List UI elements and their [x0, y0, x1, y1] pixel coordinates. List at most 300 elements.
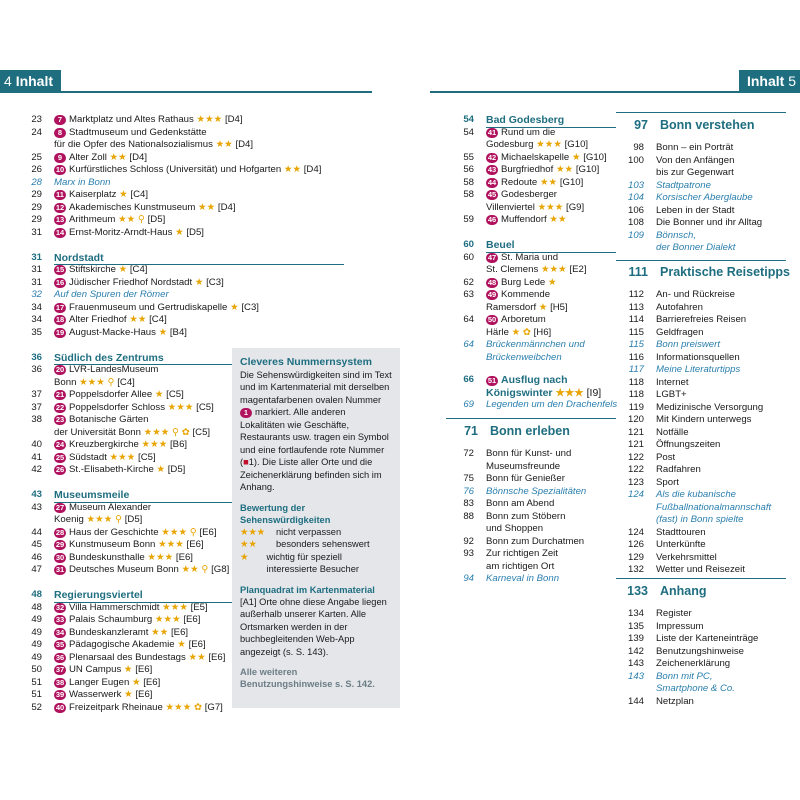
- entry-text: [54, 677, 160, 690]
- entry-title: Kunstmuseum Bonn: [69, 539, 156, 550]
- page-number: 46: [31, 551, 42, 563]
- grid-ref: [E6]: [135, 689, 153, 700]
- entry-text: [54, 302, 259, 315]
- entry-title: Burgfriedhof: [501, 164, 554, 175]
- grid-ref: [E6]: [188, 639, 206, 650]
- toc-entry: [616, 671, 796, 684]
- entry-title: Smartphone & Co.: [656, 683, 735, 694]
- toc-entry: [446, 189, 616, 202]
- section-heading: [14, 252, 344, 265]
- sight-badge: 9: [54, 153, 66, 163]
- toc-entry: [14, 189, 344, 202]
- entry-text: [486, 127, 555, 140]
- entry-text: [656, 452, 675, 465]
- page-number: 23: [31, 114, 42, 125]
- toc-entry: [616, 552, 796, 565]
- section-rule: [616, 112, 786, 113]
- entry-text: [656, 671, 713, 684]
- page-number: 28: [31, 176, 42, 188]
- page-number: 142: [627, 645, 644, 657]
- entry-text: [54, 602, 208, 615]
- rating-stars: ★★: [188, 651, 206, 663]
- entry-text: [656, 477, 679, 490]
- rating-stars: ★★★: [162, 601, 188, 613]
- entry-text: [656, 339, 720, 352]
- entry-title: Godesberger: [501, 189, 557, 200]
- page-number: 120: [627, 414, 644, 425]
- grid-ref: [H5]: [550, 301, 568, 313]
- grid-ref: [C5]: [196, 401, 214, 413]
- rating-stars: ★★★ ⚲: [86, 514, 123, 525]
- page-number: 66: [463, 374, 474, 385]
- entry-title: Plenarsaal des Bundestags: [69, 651, 186, 663]
- entry-title: Kurfürstliches Schloss (Universität) und Hofgarten: [69, 164, 282, 175]
- toc-column-3b: [616, 289, 796, 577]
- page-number: 49: [31, 614, 42, 625]
- toc-entry: [446, 314, 616, 327]
- rating-stars: ★★: [151, 626, 169, 638]
- page-number: 60: [463, 239, 474, 250]
- grid-ref: [E6]: [171, 626, 189, 638]
- toc-entry: [616, 339, 796, 352]
- page-number: 37: [31, 389, 42, 400]
- rating-stars: ★★★: [154, 614, 181, 625]
- page-number: 75: [463, 473, 474, 484]
- entry-text: [656, 552, 717, 565]
- page-number: 47: [31, 564, 42, 575]
- grid-ref: [C4]: [149, 314, 167, 325]
- entry-title: Bonn – ein Porträt: [656, 142, 734, 153]
- entry-text: [54, 227, 204, 240]
- entry-text: [656, 242, 735, 255]
- page-number: 132: [627, 564, 644, 575]
- toc-column-2b: [446, 448, 616, 586]
- toc-entry: [616, 192, 796, 205]
- sight-badge: 46: [487, 215, 497, 224]
- sight-badge: 49: [487, 290, 497, 299]
- entry-text: [486, 239, 515, 252]
- page-number: 48: [31, 589, 42, 600]
- entry-title: Sport: [656, 476, 679, 488]
- page-number: 92: [463, 535, 474, 547]
- toc-entry: [446, 573, 616, 586]
- toc-entry: [446, 486, 616, 499]
- entry-title: der Bonner Dialekt: [656, 242, 736, 253]
- entry-text: [486, 461, 560, 474]
- sight-badge: 43: [487, 165, 497, 174]
- page-number: 49: [31, 651, 42, 663]
- grid-ref: [G10]: [559, 176, 584, 188]
- grid-ref: [G10]: [575, 164, 600, 175]
- page-number: 108: [627, 217, 644, 228]
- toc-entry: [14, 177, 344, 190]
- sight-badge: 13: [55, 215, 65, 224]
- toc-entry: [616, 155, 796, 168]
- page-number: 123: [627, 476, 644, 488]
- entry-title: St. Maria und: [501, 251, 559, 263]
- header-title-right: Inhalt: [746, 73, 785, 89]
- grid-ref: [C3]: [206, 276, 224, 288]
- entry-title: Ramersdorf: [486, 301, 537, 313]
- toc-column-3c: [616, 608, 796, 708]
- rating-row: [240, 526, 392, 539]
- sight-badge: 39: [55, 690, 65, 699]
- entry-title: Langer Eugen: [69, 676, 130, 688]
- entry-text: [54, 402, 214, 415]
- entry-text: [54, 277, 224, 290]
- page-number: 122: [627, 451, 644, 463]
- page-number: 94: [463, 573, 474, 584]
- entry-title: St.-Elisabeth-Kirche: [69, 464, 154, 475]
- entry-text: [656, 646, 744, 659]
- entry-text: [486, 573, 559, 586]
- grid-ref: [G7]: [204, 701, 223, 713]
- entry-title: Bonn für Genießer: [486, 473, 565, 484]
- grid-ref: [D5]: [147, 214, 166, 225]
- entry-title: Impressum: [656, 620, 704, 632]
- entry-title: Arboretum: [501, 314, 546, 325]
- rating-title: Bewertung der Sehenswürdigkeiten: [240, 502, 331, 525]
- entry-title: Unterkünfte: [656, 539, 706, 550]
- sight-badge: 8: [54, 128, 66, 138]
- entry-text: [54, 627, 188, 640]
- info-box-text: [240, 369, 392, 494]
- toc-entry: [14, 277, 344, 290]
- entry-title: UN Campus: [69, 664, 122, 675]
- entry-title: Redoute: [501, 176, 538, 188]
- page-number: 63: [463, 289, 474, 300]
- entry-title: Pädagogische Akademie: [69, 639, 175, 650]
- page-number: 31: [31, 251, 42, 263]
- sight-badge: 12: [55, 202, 65, 212]
- entry-text: [54, 502, 151, 515]
- grid-text: [A1] Orte ohne diese Angabe liegen außerhalb unserer Karten. Alle Ortsmarken werden in der buchbegleitenden Web-App angezeigt (s. S. 143).: [240, 596, 387, 657]
- rating-stars: ★: [547, 276, 557, 288]
- sight-badge: 17: [55, 302, 65, 312]
- section-heading-verstehen: [616, 118, 754, 132]
- page-number: 42: [31, 464, 42, 475]
- entry-text: [54, 589, 143, 602]
- entry-title: Deutsches Museum Bonn: [69, 564, 179, 575]
- entry-text: [486, 536, 584, 549]
- toc-entry: [616, 242, 796, 255]
- entry-title: Post: [656, 451, 676, 463]
- page-number-right: 5: [788, 73, 796, 89]
- entry-title: Zur richtigen Zeit: [486, 548, 558, 559]
- sight-badge: 41: [487, 127, 497, 137]
- toc-entry: [616, 683, 796, 696]
- page-number: 59: [463, 214, 474, 225]
- section-rule: [446, 418, 616, 419]
- entry-text: [656, 464, 701, 477]
- entry-text: [486, 448, 571, 461]
- page-number: 64: [463, 314, 474, 325]
- grid-ref: [G10]: [583, 151, 607, 163]
- entry-text: [54, 552, 193, 565]
- page-number: 83: [463, 498, 474, 509]
- toc-entry: [14, 114, 344, 127]
- grid-ref: [E6]: [135, 664, 153, 675]
- entry-text: [486, 264, 587, 277]
- toc-entry: [446, 202, 616, 215]
- entry-title: LVR-LandesMuseum: [69, 364, 159, 375]
- entry-text: [54, 664, 152, 677]
- rating-stars: ★: [538, 301, 548, 313]
- page-number: 124: [627, 526, 644, 538]
- heading-title: Anhang: [660, 584, 707, 598]
- entry-title: Benutzungshinweise: [656, 645, 745, 657]
- page-number: 76: [463, 485, 474, 497]
- grid-ref: [C5]: [138, 451, 156, 463]
- entry-text: [656, 180, 711, 193]
- toc-entry: [446, 214, 616, 227]
- page-number: 31: [31, 226, 42, 238]
- rating-stars: ★: [177, 639, 186, 650]
- entry-title: Burg Lede: [501, 276, 546, 288]
- sight-badge: 27: [55, 502, 65, 512]
- entry-title: Härle: [486, 326, 509, 338]
- page-number: 34: [31, 301, 42, 313]
- toc-entry: [14, 152, 344, 165]
- toc-entry: [616, 464, 796, 477]
- entry-title: Kreuzbergkirche: [69, 439, 139, 450]
- entry-text: [54, 364, 158, 377]
- entry-text: [54, 152, 147, 165]
- entry-text: [54, 214, 165, 227]
- toc-entry: [616, 205, 796, 218]
- page-number-left: 4: [4, 73, 12, 89]
- entry-title: Leben in der Stadt: [656, 204, 735, 216]
- section-rule: [616, 578, 786, 579]
- entry-title: Kommende: [501, 289, 551, 300]
- entry-text: [656, 514, 743, 527]
- toc-entry: [14, 227, 344, 240]
- page-number: 54: [463, 114, 474, 125]
- toc-entry: [616, 608, 796, 621]
- entry-title: Stiftskirche: [69, 264, 116, 275]
- rating-stars: ★: [571, 151, 581, 163]
- entry-text: [656, 389, 687, 402]
- rating-stars: ★★★: [536, 139, 562, 150]
- toc-entry: [616, 377, 796, 390]
- toc-entry: [446, 277, 616, 290]
- page-number: 134: [627, 608, 644, 619]
- toc-entry: [616, 477, 796, 490]
- entry-title: Bonn: [54, 376, 77, 388]
- page-number: 104: [627, 192, 644, 203]
- page-number: 114: [628, 314, 644, 325]
- entry-title: Ausflug nach: [501, 374, 568, 386]
- entry-title: Museumsmeile: [54, 489, 130, 501]
- entry-title: Villa Hammerschmidt: [69, 601, 160, 613]
- entry-text: [486, 548, 558, 561]
- toc-column-2: [446, 114, 616, 364]
- toc-entry: [446, 177, 616, 190]
- entry-text: [486, 302, 568, 315]
- sight-badge: 1: [240, 408, 252, 418]
- rating-stars: ★: [175, 226, 184, 238]
- toc-entry: [446, 289, 616, 302]
- entry-title: Informationsquellen: [656, 351, 740, 363]
- sight-badge: 18: [55, 315, 65, 324]
- page-number: 126: [627, 539, 644, 550]
- toc-entry: [446, 264, 616, 277]
- sight-badge: 11: [54, 190, 66, 200]
- toc-entry: [616, 389, 796, 402]
- page-number: 24: [31, 126, 42, 138]
- rating-stars: ★: [158, 326, 168, 338]
- sight-badge: 26: [55, 465, 65, 474]
- entry-title: Bundeskunsthalle: [69, 551, 145, 563]
- rating-stars: ★★★ ⚲ ✿: [143, 426, 190, 438]
- entry-title: Villenviertel: [486, 201, 535, 213]
- rating-stars: ★★: [549, 214, 567, 225]
- grid-ref: [C5]: [192, 426, 211, 438]
- entry-text: [486, 202, 584, 215]
- toc-entry: [616, 502, 796, 515]
- entry-title: Jüdischer Friedhof Nordstadt: [69, 276, 193, 288]
- entry-title: für die Opfer des Nationalsozialismus: [54, 139, 213, 150]
- page-number: 103: [627, 179, 644, 191]
- rating-stars: ★★ ⚲: [181, 564, 209, 575]
- page-number: 60: [463, 251, 474, 263]
- grid-ref: [D4]: [217, 201, 236, 213]
- sight-badge: 29: [55, 540, 65, 549]
- page-number: 51: [31, 676, 42, 688]
- entry-text: [486, 177, 583, 190]
- rating-stars: ★: [118, 264, 128, 275]
- toc-entry: [616, 633, 796, 646]
- page-number: 49: [31, 639, 42, 650]
- rating-stars: ★★★ ✿: [165, 701, 203, 713]
- entry-text: [54, 139, 253, 152]
- rating-stars: ★★: [109, 151, 127, 163]
- entry-title: Öffnungszeiten: [656, 439, 721, 450]
- grid-ref: [D4]: [224, 114, 243, 125]
- section-heading-anhang: [616, 584, 707, 598]
- entry-text: [656, 205, 734, 218]
- spacer: [14, 239, 344, 252]
- rating-stars: ★★: [283, 164, 302, 175]
- spacer: [446, 227, 616, 240]
- entry-title: Internet: [656, 376, 689, 388]
- entry-text: [656, 608, 692, 621]
- page-number: 143: [627, 658, 644, 669]
- entry-title: Marktplatz und Altes Rathaus: [69, 114, 194, 125]
- entry-text: [54, 702, 223, 715]
- toc-entry: [616, 564, 796, 577]
- page-number: 36: [31, 351, 42, 363]
- rating-stars: ★★★: [158, 539, 184, 550]
- page-number: 38: [31, 414, 42, 425]
- entry-title: Muffendorf: [501, 214, 547, 225]
- page-number: 35: [31, 326, 42, 338]
- rating-stars: ★★: [539, 176, 558, 188]
- toc-entry: [446, 252, 616, 265]
- rating-stars: ★★★: [147, 551, 174, 563]
- entry-title: Wasserwerk: [69, 689, 122, 700]
- entry-title: Stadtmuseum und Gedenkstätte: [69, 126, 207, 138]
- entry-title: St. Clemens: [486, 264, 539, 275]
- grid-ref: [D5]: [124, 514, 143, 525]
- sight-badge: 32: [55, 602, 65, 612]
- entry-title: Barrierefreies Reisen: [656, 314, 747, 325]
- page-number: 45: [31, 539, 42, 550]
- toc-entry: [14, 164, 344, 177]
- entry-title: Ernst-Moritz-Arndt-Haus: [69, 226, 173, 238]
- entry-text: [656, 217, 762, 230]
- sight-badge: 36: [55, 652, 65, 662]
- entry-title: Notfälle: [656, 426, 689, 438]
- page-number: 98: [633, 142, 644, 153]
- entry-text: [486, 114, 564, 127]
- page-number: 139: [627, 633, 644, 644]
- entry-text: [54, 314, 167, 327]
- sight-badge: 20: [55, 365, 65, 374]
- header-left: [0, 70, 61, 92]
- grid-ref: [D5]: [186, 226, 204, 238]
- rating-stars: ★★★: [540, 264, 567, 275]
- entry-title: Korsischer Aberglaube: [656, 192, 753, 203]
- entry-text: [486, 289, 550, 302]
- info-text: Die Sehenswürdigkeiten sind im Text und im Kartenmaterial mit derselben magentafarbenen ovalen Nummer: [240, 369, 392, 405]
- rating-stars: ★: [194, 276, 204, 288]
- entry-text: [54, 327, 187, 340]
- entry-title: Regierungsviertel: [54, 589, 143, 601]
- rating-stars: ★★★ ⚲: [161, 526, 197, 538]
- entry-text: [54, 689, 152, 702]
- entry-text: [656, 414, 751, 427]
- entry-title: Wetter und Reisezeit: [656, 564, 745, 575]
- sight-badge: 19: [55, 327, 65, 337]
- page-number: 37: [31, 401, 42, 413]
- toc-entry: [616, 452, 796, 465]
- rating-stars: ★★★: [555, 386, 584, 399]
- rating-stars: ★: [131, 676, 141, 688]
- toc-entry: [616, 142, 796, 155]
- page-number: 93: [463, 548, 474, 559]
- toc-entry: [446, 302, 616, 315]
- entry-title: Register: [656, 608, 692, 619]
- page-number: 52: [31, 701, 42, 713]
- entry-text: [54, 539, 204, 552]
- toc-entry: [446, 164, 616, 177]
- page-number: 144: [627, 695, 644, 707]
- toc-entry: [616, 217, 796, 230]
- toc-entry: [616, 314, 796, 327]
- page-number: 44: [31, 526, 42, 538]
- sight-badge: 51: [487, 376, 497, 385]
- ausflug-entry: [446, 374, 616, 412]
- toc-entry: [616, 539, 796, 552]
- toc-column-3a: [616, 142, 796, 255]
- grid-ref: [C3]: [241, 301, 259, 313]
- entry-title: Legenden um den Drachenfels: [486, 399, 618, 410]
- entry-title: Netzplan: [656, 695, 694, 707]
- toc-entry: [616, 167, 796, 180]
- toc-entry: [446, 461, 616, 474]
- grid-ref: [C4]: [130, 189, 149, 200]
- entry-text: [54, 414, 148, 427]
- toc-entry: [446, 127, 616, 140]
- entry-text: [656, 658, 730, 671]
- entry-text: [656, 364, 740, 377]
- page-number: 58: [463, 189, 474, 200]
- rating-stars: ★★: [555, 164, 574, 175]
- entry-title: Poppelsdorfer Schloss: [69, 401, 165, 413]
- toc-entry: [14, 264, 344, 277]
- entry-text: [486, 277, 557, 290]
